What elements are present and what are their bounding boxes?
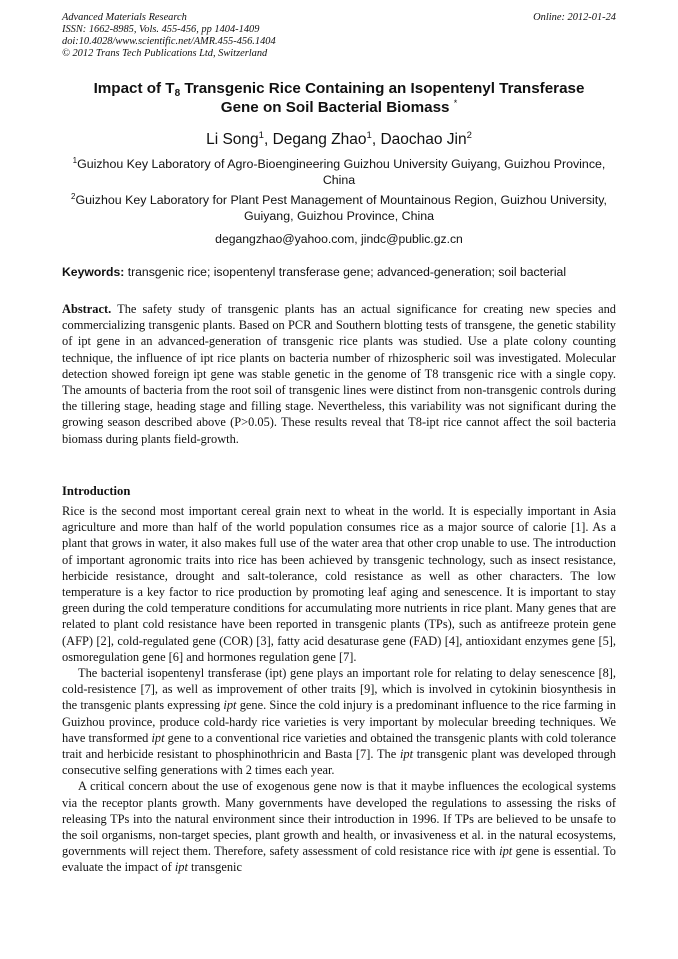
author-affiliation-mark: 2 [466, 130, 472, 141]
text-run: gene is essential. To evaluate the impact of [62, 844, 616, 875]
keywords-label: Keywords: [62, 265, 125, 279]
introduction-body [62, 503, 616, 876]
title-line2: Gene on Soil Bacterial Biomass [220, 98, 454, 116]
author-name: Degang Zhao [272, 131, 367, 148]
paragraph [62, 665, 616, 778]
text-run: The bacterial isopentenyl transferase (ipt) gene plays an important role for relating to delay senescence [8], cold-resistence [7], as well as improvement of other traits [9], which is involved in cytokinin biosynthesis in the transgenic plants expressing [62, 666, 616, 713]
text-run: transgenic plant was developed through consecutive selfing generations with 2 times each year. [62, 747, 616, 778]
text-run: transgenic [187, 860, 242, 875]
contact-email[interactable]: degangzhao@yahoo.com, jindc@public.gz.cn [215, 232, 463, 246]
author-name: Li Song [206, 131, 259, 148]
affiliation-mark: 1 [72, 156, 78, 165]
author-affiliation-mark: 1 [366, 130, 372, 141]
online-date: Online: 2012-01-24 [533, 12, 616, 23]
title-subscript: 8 [174, 88, 181, 99]
title-part1: Impact of T [93, 80, 175, 97]
keywords [62, 264, 622, 280]
author-affiliation-mark: 1 [258, 130, 264, 141]
copyright-line: © 2012 Trans Tech Publications Ltd, Switzerland [62, 48, 268, 59]
abstract [62, 301, 616, 447]
doi-line: doi:10.4028/www.scientific.net/AMR.455-456.1404 [62, 36, 276, 47]
author-name: Daochao Jin [380, 131, 467, 148]
gene-name: ipt [223, 698, 237, 713]
affiliation-line: Guizhou Key Laboratory of Agro-Bioengineering Guizhou University Guiyang, Guizhou Province, [77, 157, 606, 171]
title-footnote-star: * [453, 97, 458, 108]
text-run: gene. Since the cold injury is a predominant influence to the rice farming in Guizhou province, produce cold-hardy rice varieties is very important by molecular breeding techniques. We have transformed [62, 698, 616, 745]
gene-name: ipt [151, 730, 165, 745]
affiliation-line: China [322, 173, 356, 188]
text-run: A critical concern about the use of exogenous gene now is that it maybe influences the ecological systems via the receptor plants growth. Many governments have developed the regulations to assessing the risks of releasing TPs into the natural environment since their introduction in 1996. If TPs are believed to be unsafe to the soil organisms, non-target species, plant growth and health, or invasiveness et al. in the natural ecosystems, governments will reject them. Therefore, safety assessment of cold resistance rice with [62, 779, 616, 859]
gene-name: ipt [499, 844, 513, 859]
journal-header [62, 12, 616, 60]
gene-name: ipt [174, 860, 188, 875]
abstract-text: The safety study of transgenic plants has an actual significance for creating new species and commercializing transgenic plants. Based on PCR and Southern blotting tests of transgene, the genetic stability of ipt gene in an advanced-generation of transgenic rice plants was studied. Use a plate colony counting technique, the influence of ipt rice plants on bacteria number of rhizospheric soil was investigated. Molecular detection showed foreign ipt gene was stable genetic in the genome of T8 transgenic rice with a single copy. The amounts of bacteria from the root soil of transgenic lines were distinct from non-transgenic controls during the tillering stage, heading stage and filling stage. Nevertheless, this variability was not significant during the growing season described above (P>0.05). These results reveal that T8-ipt rice cannot affect the soil bacteria biomass during plants field-growth. [62, 302, 616, 446]
author-list: Li Song$^1$, Degang Zhao$^1$, Daochao Jin$^2$ [206, 130, 472, 148]
affiliation-mark: 2 [71, 192, 76, 201]
paper-title [62, 80, 616, 117]
section-heading-introduction: Introduction [62, 484, 131, 498]
abstract-label: Abstract. [62, 302, 112, 316]
keywords-text: transgenic rice; isopentenyl transferase gene; advanced-generation; soil bacterial [124, 265, 567, 279]
text-run: gene to a conventional rice varieties and obtained the transgenic plants with cold tolerance trait and herbicide resistant to phosphinothricin and Basta [7]. The [62, 730, 617, 762]
affiliation-line: Guiyang, Guizhou Province, China [243, 209, 435, 224]
paragraph [62, 778, 616, 875]
issn-line: ISSN: 1662-8985, Vols. 455-456, pp 1404-1409 [62, 24, 260, 35]
gene-name: ipt [399, 747, 414, 762]
affiliation-2 [62, 192, 616, 225]
journal-name: Advanced Materials Research [62, 12, 187, 23]
paragraph: Rice is the second most important cereal grain next to wheat in the world. It is especially important in Asia agriculture and more than half of the world population consumes rice as a major source of calorie [1]. As a plant that grows in water, it also makes full use of the water area that other crop unable to use. The introduction of important agronomic traits into rice has been achieved by transgenic technology, such as insect resistance, herbicide resistance, drought and salt-tolerance, cold resistance as well as other characters. The low temperature is a key factor to rice production by promoting leaf aging and senescence. It is important to stay green during the cold temperature conditions for accumulating more nutrients in rice plant. Many genes that are related to plant cold resistance have been reported in transgenic plants (TPs), such as antifreeze protein gene (AFP) [2], cold-regulated gene (COR) [3], fatty acid desaturase gene (FAD) [4], antioxidant enzymes gene [5], osmoregulation gene [6] and hormones regulation gene [7]. [62, 504, 616, 664]
affiliation-line: Guizhou Key Laboratory for Plant Pest Management of Mountainous Region, Guizhou University, [75, 193, 607, 207]
affiliation-1 [62, 156, 616, 189]
title-part2: Transgenic Rice Containing an Isopentenyl Transferase [180, 80, 585, 97]
